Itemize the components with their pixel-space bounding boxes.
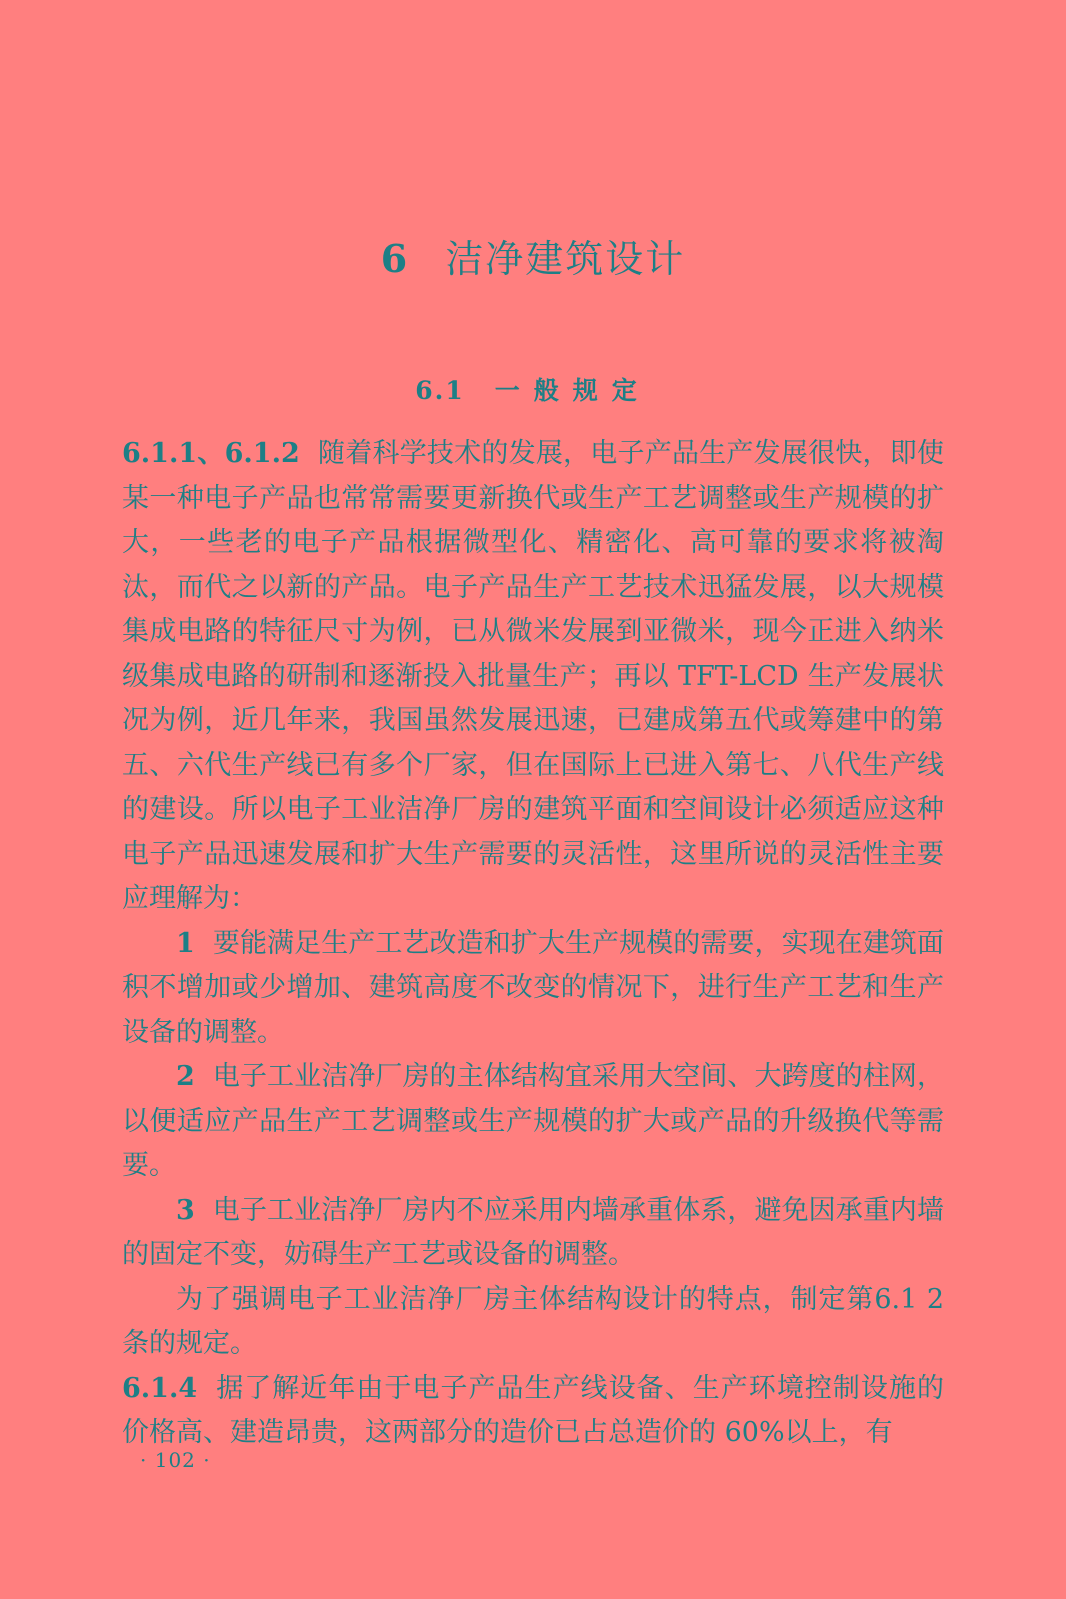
note-text: 为了强调电子工业洁净厂房主体结构设计的特点，制定第6.1 2条的规定。 — [122, 1283, 944, 1359]
chapter-title — [0, 228, 1066, 283]
clause-number: 6.1.1、6.1.2 — [122, 438, 300, 469]
list-item-number: 2 — [176, 1061, 195, 1092]
chapter-number: 6 — [380, 236, 410, 281]
list-item-text: 电子工业洁净厂房的主体结构宜采用大空间、大跨度的柱网，以便适应产品生产工艺调整或生产规模的扩大或产品的升级换代等需要。 — [122, 1061, 944, 1181]
note-paragraph — [122, 1278, 944, 1367]
clause-text: 随着科学技术的发展，电子产品生产发展很快，即使某一种电子产品也常常需要更新换代或生产工艺调整或生产规模的扩大，一些老的电子产品根据微型化、精密化、高可靠的要求将被淘汰，而代之以新的产品。电子产品生产工艺技术迅猛发展，以大规模集成电路的特征尺寸为例，已从微米发展到亚微米，现今正进入纳米级集成电路的研制和逐渐投入批量生产；再以 TFT-LCD 生产发展状况为例，近几年来，我国虽然发展迅速，已建成第五代或筹建中的第五、六代生产线已有多个厂家，但在国际上已进入第七、八代生产线的建设。所以电子工业洁净厂房的建筑平面和空间设计必须适应这种电子产品迅速发展和扩大生产需要的灵活性，这里所说的灵活性主要应理解为： — [122, 438, 944, 914]
list-item-text: 要能满足生产工艺改造和扩大生产规模的需要，实现在建筑面积不增加或少增加、建筑高度不改变的情况下，进行生产工艺和生产设备的调整。 — [122, 927, 944, 1048]
section-number: 6.1 — [415, 376, 465, 405]
list-item — [122, 922, 944, 1056]
clause-number: 6.1.4 — [122, 1372, 198, 1404]
clause-paragraph — [122, 1367, 944, 1456]
list-item — [122, 1189, 944, 1278]
list-item — [122, 1055, 944, 1189]
clause-text: 据了解近年由于电子产品生产线设备、生产环境控制设施的价格高、建造昂贵，这两部分的造价已占总造价的 60%以上，有 — [122, 1372, 944, 1448]
list-item-number: 3 — [176, 1194, 195, 1226]
section-title-text: 一般规定 — [494, 376, 651, 405]
page-number: · 102 · — [140, 1448, 211, 1472]
list-item-number: 1 — [176, 927, 195, 959]
body-text — [122, 432, 944, 1456]
chapter-title-text: 洁净建筑设计 — [445, 237, 686, 281]
clause-paragraph — [122, 432, 944, 922]
list-item-text: 电子工业洁净厂房内不应采用内墙承重体系，避免因承重内墙的固定不变，妨碍生产工艺或设备的调整。 — [122, 1194, 944, 1270]
section-title — [0, 371, 1066, 407]
